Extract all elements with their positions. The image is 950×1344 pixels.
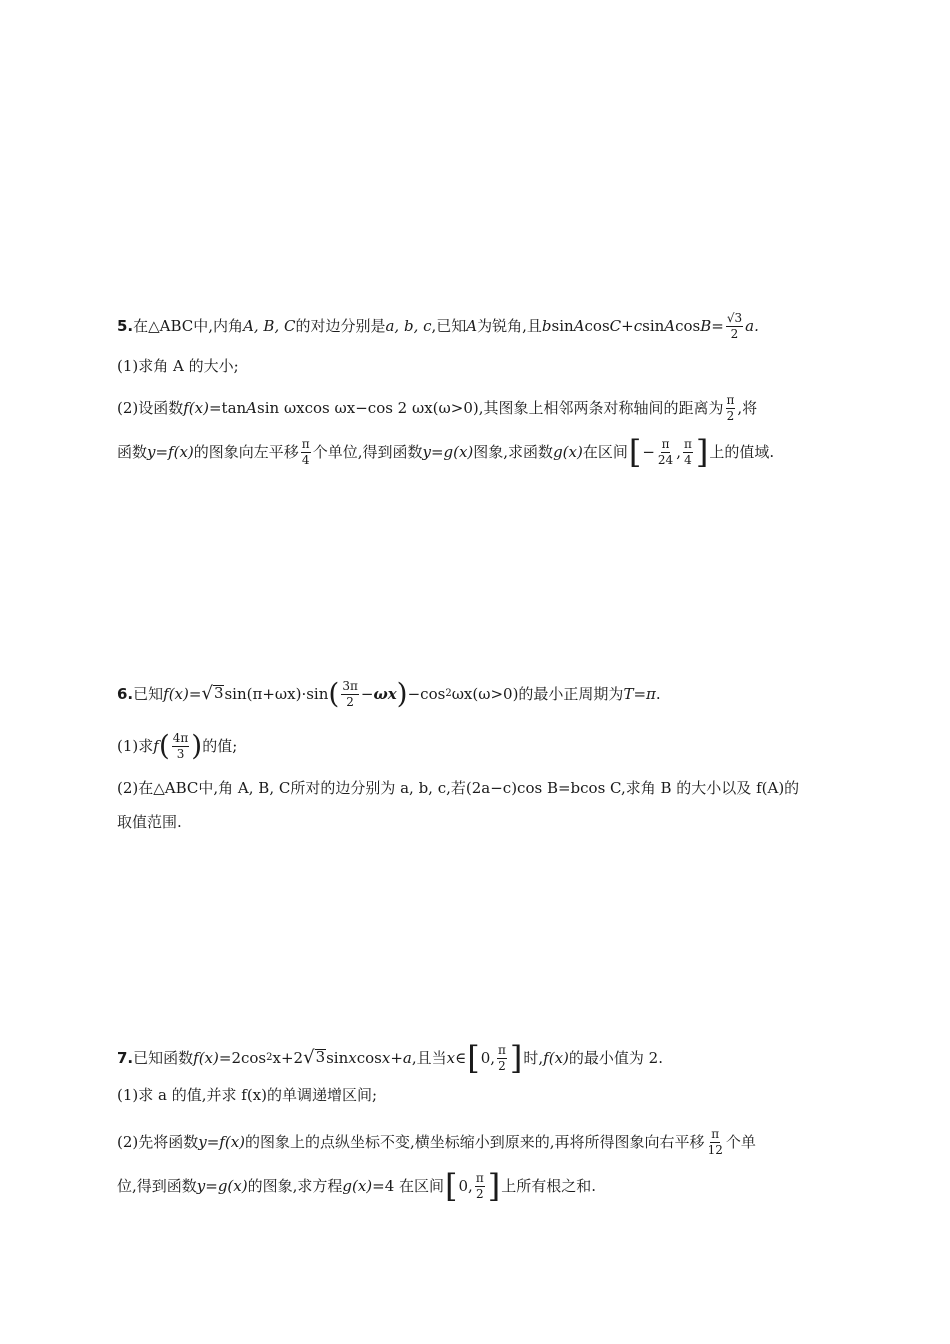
fraction bbox=[707, 1128, 724, 1156]
text: =4 在区间 bbox=[372, 1176, 445, 1195]
right-bracket: ] bbox=[487, 1167, 501, 1205]
text: 0, bbox=[458, 1176, 473, 1195]
fraction bbox=[726, 394, 736, 422]
text: 位,得到函数 bbox=[117, 1176, 197, 1195]
math-var: x bbox=[348, 1048, 357, 1067]
text: cos bbox=[584, 316, 610, 335]
fraction-denominator: 2 bbox=[730, 326, 739, 341]
right-paren: ) bbox=[396, 677, 408, 711]
right-bracket: ] bbox=[695, 433, 709, 471]
problem-6-part-2-line-2 bbox=[117, 815, 182, 830]
text: 在区间 bbox=[582, 442, 628, 461]
text: (1)求 bbox=[117, 736, 154, 755]
text: 个单 bbox=[725, 1132, 756, 1151]
left-bracket: [ bbox=[467, 1039, 480, 1077]
math-var: x bbox=[446, 1048, 456, 1067]
math-var: y=g(x) bbox=[422, 442, 474, 461]
text: 取值范围. bbox=[117, 813, 182, 831]
fraction-denominator: 4 bbox=[301, 452, 310, 467]
text: (2)设函数 bbox=[117, 398, 184, 417]
right-bracket: ] bbox=[509, 1039, 523, 1077]
math-var: A bbox=[466, 316, 478, 335]
text: 个单位,得到函数 bbox=[312, 442, 423, 461]
fraction bbox=[726, 312, 743, 340]
left-bracket: [ bbox=[445, 1167, 458, 1205]
text: (2)在△ABC中,角 A, B, C所对的边分别为 a, b, c,若(2a−c)cos B=bcos C,求角 B 的大小以及 f(A)的 bbox=[117, 779, 800, 797]
square-root bbox=[201, 685, 224, 703]
fraction bbox=[683, 438, 693, 466]
math-var: ωx bbox=[373, 684, 397, 703]
square-root bbox=[303, 1049, 326, 1067]
math-var: x+a bbox=[381, 1048, 412, 1067]
radical-sign: √ bbox=[201, 683, 213, 705]
text: =tan bbox=[208, 398, 247, 417]
problem-6-part-2-line-1 bbox=[117, 781, 799, 796]
fraction-denominator: 2 bbox=[475, 1186, 484, 1201]
math-var: A, B, C bbox=[243, 316, 296, 335]
fraction-numerator: π bbox=[475, 1170, 484, 1185]
minus-sign: − bbox=[642, 442, 655, 461]
text: cos bbox=[356, 1048, 382, 1067]
math-var: A bbox=[664, 316, 676, 335]
text: sin bbox=[326, 1048, 349, 1067]
superscript: 2 bbox=[445, 688, 452, 700]
fraction-numerator: √3 bbox=[726, 311, 743, 325]
math-var: y=f(x) bbox=[198, 1132, 246, 1151]
math-var: f(x) bbox=[543, 1048, 569, 1067]
math-var: g(x) bbox=[553, 442, 583, 461]
right-paren: ) bbox=[191, 729, 203, 763]
text: (2)先将函数 bbox=[117, 1132, 199, 1151]
problem-7-stem bbox=[117, 1039, 663, 1077]
fraction bbox=[657, 438, 674, 466]
text: ∈ bbox=[455, 1048, 467, 1067]
text: 已知函数 bbox=[133, 1048, 194, 1067]
radicand: 3 bbox=[213, 684, 224, 703]
fraction-denominator: 2 bbox=[498, 1058, 506, 1073]
text: x+2 bbox=[272, 1048, 304, 1067]
problem-5-part-1 bbox=[117, 359, 239, 374]
text: 0, bbox=[480, 1048, 496, 1067]
problem-number: 6. bbox=[117, 684, 134, 703]
problem-number: 5. bbox=[117, 316, 134, 335]
text: 时, bbox=[523, 1048, 544, 1067]
fraction-numerator: π bbox=[683, 436, 692, 451]
fraction-denominator: 2 bbox=[346, 694, 354, 709]
fraction bbox=[475, 1172, 485, 1200]
text: 上的值域. bbox=[709, 442, 775, 461]
math-var: f(x) bbox=[183, 398, 209, 417]
text: 图象,求函数 bbox=[473, 442, 554, 461]
left-paren: ( bbox=[328, 677, 340, 711]
superscript: 2 bbox=[266, 1052, 273, 1063]
fraction bbox=[497, 1044, 507, 1072]
text: 的图象上的点纵坐标不变,横坐标缩小到原来的,再将所得图象向右平移 bbox=[245, 1132, 705, 1151]
fraction-denominator: 24 bbox=[657, 452, 674, 467]
fraction-numerator: π bbox=[726, 393, 735, 407]
radicand: 3 bbox=[315, 1048, 326, 1066]
text: 上所有根之和. bbox=[501, 1176, 596, 1195]
math-var: a, b, c bbox=[385, 316, 432, 335]
math-var: f(x) bbox=[163, 684, 189, 703]
minus-sign: − bbox=[360, 684, 374, 703]
math-var: f(x) bbox=[193, 1048, 219, 1067]
problem-6-part-1 bbox=[117, 729, 238, 763]
fraction-numerator: 3π bbox=[342, 679, 358, 693]
text: 的值; bbox=[202, 736, 238, 755]
fraction-numerator: 4π bbox=[172, 731, 189, 745]
text: (1)求角 A 的大小; bbox=[117, 357, 239, 375]
problem-5-part-2-line-2 bbox=[117, 433, 775, 471]
math-var: a. bbox=[745, 316, 759, 335]
text: ,已知 bbox=[431, 316, 467, 335]
fraction-numerator: π bbox=[661, 436, 670, 451]
fraction-numerator: π bbox=[498, 1042, 506, 1057]
fraction bbox=[341, 680, 359, 708]
problem-5-part-2-line-1 bbox=[117, 394, 757, 422]
text: cos bbox=[675, 316, 701, 335]
text: 函数 bbox=[117, 442, 148, 461]
fraction bbox=[172, 732, 190, 760]
problem-7-part-2-line-2 bbox=[117, 1167, 596, 1205]
math-var: f bbox=[153, 736, 159, 755]
text: 为锐角,且 bbox=[477, 316, 542, 335]
text: sin bbox=[551, 316, 574, 335]
text: ,且当 bbox=[411, 1048, 447, 1067]
text: 在△ABC中,内角 bbox=[133, 316, 244, 335]
text: = bbox=[188, 684, 202, 703]
text: 的最小值为 2. bbox=[568, 1048, 663, 1067]
fraction-denominator: 2 bbox=[726, 408, 735, 423]
fraction bbox=[301, 438, 311, 466]
comma: , bbox=[676, 442, 681, 461]
text: ,将 bbox=[737, 398, 758, 417]
left-bracket: [ bbox=[628, 433, 642, 471]
text: 的图象向左平移 bbox=[193, 442, 299, 461]
text: 的对边分别是 bbox=[295, 316, 386, 335]
fraction-denominator: 4 bbox=[684, 452, 692, 467]
fraction-numerator: π bbox=[301, 436, 310, 451]
problem-7-part-2-line-1 bbox=[117, 1128, 756, 1156]
problem-number: 7. bbox=[117, 1048, 134, 1067]
fraction-denominator: 3 bbox=[176, 746, 185, 761]
text: sin ωxcos ωx−cos 2 ωx(ω>0),其图象上相邻两条对称轴间的距离为 bbox=[257, 398, 724, 417]
math-var: T=π bbox=[623, 684, 656, 703]
problem-7-part-1 bbox=[117, 1088, 377, 1103]
text: (1)求 a 的值,并求 f(x)的单调递增区间; bbox=[117, 1086, 378, 1104]
problem-5-stem bbox=[117, 312, 759, 340]
text: ωx(ω>0)的最小正周期为 bbox=[451, 684, 624, 703]
math-var: C+c bbox=[609, 316, 643, 335]
text: 的图象,求方程 bbox=[247, 1176, 343, 1195]
math-var: A bbox=[573, 316, 585, 335]
text: 已知 bbox=[133, 684, 164, 703]
text: −cos bbox=[407, 684, 446, 703]
fraction-denominator: 12 bbox=[707, 1142, 723, 1157]
text: sin bbox=[642, 316, 665, 335]
math-var: B= bbox=[700, 316, 724, 335]
text: . bbox=[655, 684, 661, 703]
text: =2cos bbox=[218, 1048, 267, 1067]
math-var: g(x) bbox=[342, 1176, 373, 1195]
left-paren: ( bbox=[158, 729, 170, 763]
fraction-numerator: π bbox=[711, 1127, 720, 1141]
math-var: y=g(x) bbox=[196, 1176, 248, 1195]
math-var: y=f(x) bbox=[147, 442, 194, 461]
text: sin(π+ωx)·sin bbox=[224, 684, 329, 703]
math-var: A bbox=[246, 398, 258, 417]
problem-6-stem bbox=[117, 677, 661, 711]
math-var: b bbox=[541, 316, 552, 335]
radical-sign: √ bbox=[303, 1047, 315, 1068]
